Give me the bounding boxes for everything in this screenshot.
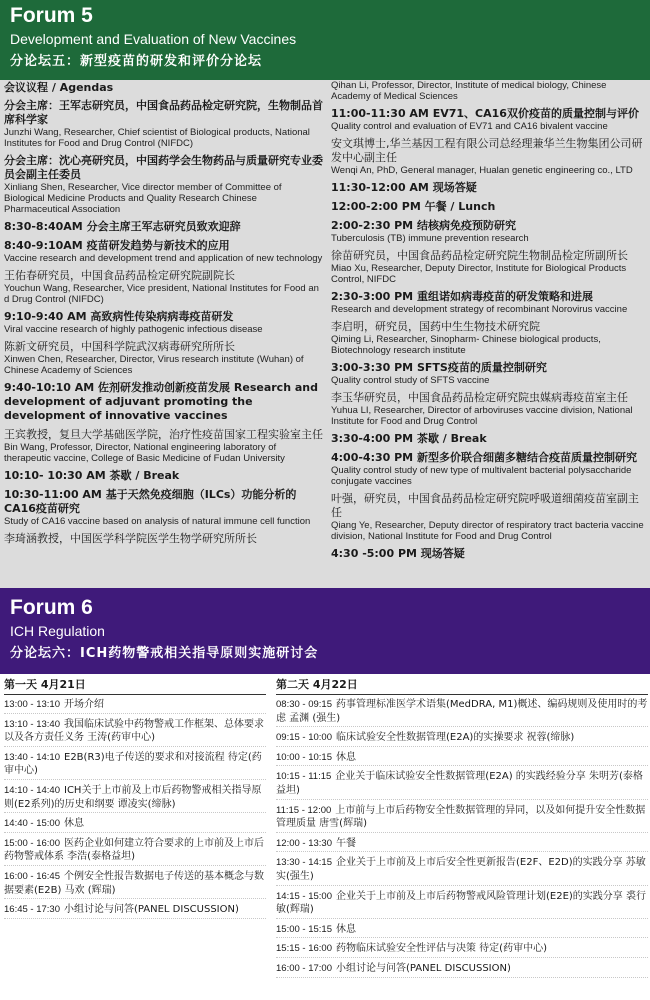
- schedule-time: 13:30 - 14:15: [276, 857, 332, 869]
- schedule-time: 15:00 - 16:00: [4, 837, 60, 849]
- schedule-text: 个例安全性报告数据电子传送的基本概念与数据要素(E2B) 马欢 (辉瑞): [4, 870, 264, 896]
- schedule-text: 休息: [336, 923, 356, 935]
- agenda-item-cn: 10:10- 10:30 AM 茶歇 / Break: [4, 469, 180, 482]
- agenda-item: [331, 181, 647, 195]
- agenda-item: [331, 432, 647, 446]
- schedule-text: 我国临床试验中药物警戒工作框架、总体要求以及各方责任义务 王涛(药审中心): [4, 718, 264, 744]
- agenda-item-cn: 11:30-12:00 AM 现场答疑: [331, 181, 477, 194]
- schedule-row: [4, 837, 266, 866]
- schedule-text: 药事管理标准医学术语集(MedDRA, M1)概述、编码规则及使用时的考虑 孟渊 (强生): [276, 699, 648, 724]
- schedule-text: ICH关于上市前及上市后药物警戒相关指导原则(E2系列)的历史和纲要 谭凌实(缔脉): [4, 784, 262, 810]
- agenda-item-en: Junzhi Wang, Researcher, Chief scientist of Biological products, National Institutes for Food and Drug Control (NIFDC): [4, 127, 310, 149]
- schedule-row: [4, 718, 266, 747]
- schedule-time: 08:30 - 09:15: [276, 699, 332, 710]
- schedule-row: [276, 942, 648, 958]
- agenda-item-en: Tuberculosis (TB) immune prevention research: [331, 233, 529, 244]
- schedule-text: E2B(R3)电子传送的要求和对接流程 待定(药审中心): [4, 751, 262, 777]
- schedule-time: 12:00 - 13:30: [276, 837, 332, 849]
- forum6-agenda: [0, 674, 650, 1000]
- forum5-left-list: [4, 99, 323, 546]
- agenda-item-en: Qiming Li, Researcher, Sinopharm- Chinese biological products, Biotechnology research institute: [331, 334, 601, 356]
- schedule-time: 15:15 - 16:00: [276, 943, 332, 955]
- agenda-item-cn: 8:30-8:40AM 分会主席王军志研究员致欢迎辞: [4, 220, 241, 233]
- schedule-row: [276, 770, 648, 799]
- agenda-header: 会议议程 / Agendas: [4, 81, 114, 94]
- schedule-text: 小组讨论与问答(PANEL DISCUSSION): [336, 962, 511, 974]
- forum6-section: [0, 588, 650, 1000]
- forum5-right-column: [331, 80, 647, 566]
- forum5-header: [0, 0, 650, 80]
- day2-column: [276, 678, 648, 982]
- agenda-item-cn: 叶强，研究员，中国食品药品检定研究院呼吸道细菌疫苗室副主任: [331, 492, 639, 519]
- schedule-time: 16:00 - 17:00: [276, 962, 332, 974]
- schedule-text: 休息: [64, 818, 84, 830]
- agenda-item: [4, 239, 323, 264]
- schedule-row: [276, 837, 648, 853]
- agenda-item: [4, 220, 323, 234]
- schedule-time: 13:00 - 13:10: [4, 699, 60, 710]
- forum6-title: Forum 6: [10, 596, 93, 619]
- agenda-item-cn: 2:00-2:30 PM 结核病免疫预防研究: [331, 219, 516, 232]
- schedule-text: 临床试验安全性数据管理(E2A)的实操要求 祝蓉(缔脉): [336, 732, 575, 744]
- schedule-time: 16:45 - 17:30: [4, 904, 60, 916]
- agenda-item-cn: 9:40-10:10 AM 佐剂研发推动创新疫苗发展 Research and development of adjuvant promoting the development of innovative vaccines: [4, 381, 318, 422]
- schedule-time: 09:15 - 10:00: [276, 732, 332, 744]
- agenda-item-cn: 3:30-4:00 PM 茶歇 / Break: [331, 432, 487, 445]
- forum6-subtitle: ICH Regulation: [10, 623, 105, 639]
- agenda-item-cn: 4:00-4:30 PM 新型多价联合细菌多糖结合疫苗质量控制研究: [331, 451, 637, 464]
- agenda-item: [331, 107, 647, 132]
- agenda-item-en: Quality control study of new type of multivalent bacterial polysaccharide conjugate vaccines: [331, 465, 632, 487]
- agenda-item-en: Quality control and evaluation of EV71 and CA16 bivalent vaccine: [331, 121, 608, 132]
- agenda-item-en: Xinwen Chen, Researcher, Director, Virus research institute (Wuhan) of Chinese Academy of Sciences: [4, 354, 304, 376]
- schedule-row: [276, 890, 648, 919]
- agenda-item: [4, 310, 323, 335]
- schedule-row: [4, 784, 266, 813]
- agenda-item-cn: 李玉华研究员，中国食品药品检定研究院虫媒病毒疫苗室主任: [331, 391, 628, 404]
- schedule-row: [4, 870, 266, 899]
- schedule-time: 13:10 - 13:40: [4, 718, 60, 730]
- agenda-item-cn: 王佑春研究员，中国食品药品检定研究院副院长: [4, 269, 235, 282]
- schedule-text: 药物临床试验安全性评估与决策 待定(药审中心): [336, 943, 547, 955]
- agenda-item: [4, 99, 323, 149]
- agenda-item: [331, 451, 647, 487]
- schedule-time: 14:10 - 14:40: [4, 784, 60, 796]
- forum5-left-column: [4, 80, 323, 551]
- schedule-row: [276, 698, 648, 727]
- agenda-item: [331, 137, 647, 176]
- agenda-item: [4, 469, 323, 483]
- forum5-subtitle: Development and Evaluation of New Vaccines: [10, 31, 297, 47]
- agenda-item: [4, 532, 323, 546]
- schedule-row: [4, 817, 266, 833]
- agenda-item-en: Study of CA16 vaccine based on analysis of natural immune cell function: [4, 516, 311, 527]
- agenda-item-cn: 4:30 -5:00 PM 现场答疑: [331, 547, 465, 560]
- day1-list: [4, 698, 266, 919]
- agenda-item: [331, 391, 647, 427]
- schedule-time: 14:40 - 15:00: [4, 818, 60, 830]
- agenda-item: [331, 290, 647, 315]
- agenda-item: [331, 361, 647, 386]
- agenda-item: [331, 547, 647, 561]
- schedule-row: [4, 903, 266, 919]
- schedule-time: 16:00 - 16:45: [4, 870, 60, 882]
- agenda-item-cn: 2:30-3:00 PM 重组诺如病毒疫苗的研发策略和进展: [331, 290, 593, 303]
- agenda-item: [331, 219, 647, 244]
- agenda-item-cn: 8:40-9:10AM 疫苗研发趋势与新技术的应用: [4, 239, 230, 252]
- schedule-time: 13:40 - 14:10: [4, 751, 60, 763]
- agenda-item-en: Yuhua LI, Researcher, Director of arboviruses vaccine division, National Institute for Food and Drug Control: [331, 405, 633, 427]
- agenda-item: [4, 428, 323, 464]
- day1-column: [4, 678, 266, 923]
- schedule-text: 企业关于上市前及上市后药物警戒风险管理计划(E2E)的实践分享 裘行敏(辉瑞): [276, 890, 646, 916]
- schedule-row: [4, 751, 266, 780]
- agenda-item: [4, 154, 323, 215]
- agenda-item: [4, 269, 323, 305]
- schedule-text: 小组讨论与问答(PANEL DISCUSSION): [64, 904, 239, 916]
- schedule-row: [276, 923, 648, 939]
- schedule-text: 企业关于临床试验安全性数据管理(E2A) 的实践经验分享 朱明芳(泰格益坦): [276, 771, 643, 796]
- schedule-text: 开场介绍: [64, 699, 104, 710]
- agenda-item-cn: 3:00-3:30 PM SFTS疫苗的质量控制研究: [331, 361, 547, 374]
- agenda-item-cn: 12:00-2:00 PM 午餐 / Lunch: [331, 200, 496, 213]
- schedule-row: [4, 698, 266, 714]
- forum6-header: [0, 588, 650, 674]
- forum5-right-list: [331, 80, 647, 561]
- agenda-item-en: Vaccine research and development trend and application of new technology: [4, 253, 323, 264]
- schedule-text: 上市前与上市后药物安全性数据管理的异同，以及如何提升安全性数据管理质量 唐雪(辉瑞): [276, 804, 646, 830]
- schedule-time: 14:15 - 15:00: [276, 890, 332, 902]
- schedule-row: [276, 804, 648, 833]
- forum6-title-cn: 分论坛六：ICH药物警戒相关指导原则实施研讨会: [10, 646, 319, 661]
- schedule-time: 15:00 - 15:15: [276, 923, 332, 935]
- schedule-row: [276, 731, 648, 747]
- agenda-item-en: Viral vaccine research of highly pathogenic infectious disease: [4, 324, 263, 335]
- day2-header: 第二天 4月22日: [276, 678, 648, 695]
- schedule-time: 10:00 - 10:15: [276, 751, 332, 763]
- agenda-item: [331, 80, 647, 102]
- agenda-item-en: Wenqi An, PhD, General manager, Hualan genetic engineering co., LTD: [331, 165, 633, 176]
- agenda-item: [331, 200, 647, 214]
- agenda-item-en: Research and development strategy of recombinant Norovirus vaccine: [331, 304, 628, 315]
- day2-list: [276, 698, 648, 978]
- agenda-item-en: Bin Wang, Professor, Director, National engineering laboratory of therapeutic vaccine, College of Basic Medicine of Fudan University: [4, 442, 285, 464]
- agenda-item: [331, 249, 647, 285]
- schedule-row: [276, 751, 648, 767]
- agenda-item-en: Youchun Wang, Researcher, Vice president, National Institutes for Food an d Drug Control (NIFDC): [4, 283, 319, 305]
- agenda-item-cn: 陈新文研究员，中国科学院武汉病毒研究所所长: [4, 340, 235, 353]
- forum5-title: Forum 5: [10, 4, 93, 27]
- forum5-agenda: [0, 80, 650, 588]
- agenda-item-cn: 李琦涵教授，中国医学科学院医学生物学研究所所长: [4, 532, 257, 545]
- agenda-item-cn: 分会主席：沈心亮研究员，中国药学会生物药品与质量研究专业委员会副主任委员: [4, 154, 323, 181]
- schedule-time: 11:15 - 12:00: [276, 804, 332, 816]
- agenda-item-cn: 10:30-11:00 AM 基于天然免疫细胞（ILCs）功能分析的CA16疫苗研究: [4, 488, 297, 515]
- agenda-item-en: Qiang Ye, Researcher, Deputy director of respiratory tract bacteria vaccine division, National Institute for Food and Drug Control: [331, 520, 644, 542]
- agenda-item: [4, 488, 323, 527]
- agenda-item-cn: 徐苗研究员，中国食品药品检定研究院生物制品检定所副所长: [331, 249, 628, 262]
- agenda-item-en: Quality control study of SFTS vaccine: [331, 375, 490, 386]
- agenda-item: [4, 381, 323, 423]
- agenda-item: [331, 492, 647, 542]
- schedule-time: 10:15 - 11:15: [276, 771, 332, 783]
- agenda-item-cn: 9:10-9:40 AM 高致病性传染病病毒疫苗研发: [4, 310, 234, 323]
- schedule-row: [276, 962, 648, 978]
- agenda-item-cn: 分会主席：王军志研究员，中国食品药品检定研究院，生物制品首席科学家: [4, 99, 323, 126]
- schedule-text: 午餐: [336, 837, 356, 849]
- schedule-text: 休息: [336, 751, 356, 763]
- agenda-item: [4, 340, 323, 376]
- agenda-item-cn: 李启明，研究员，国药中生生物技术研究院: [331, 320, 540, 333]
- agenda-item-en: Qihan Li, Professor, Director, Institute of medical biology, Chinese Academy of Medical Sciences: [331, 80, 607, 102]
- agenda-item-cn: 安文琪博士,华兰基因工程有限公司总经理兼华兰生物集团公司研发中心副主任: [331, 137, 643, 164]
- day1-header: 第一天 4月21日: [4, 678, 266, 695]
- schedule-text: 企业关于上市前及上市后安全性更新报告(E2F、E2D)的实践分享 苏敏实(强生): [276, 857, 646, 882]
- schedule-row: [276, 856, 648, 885]
- agenda-item-en: Xinliang Shen, Researcher, Vice director member of Committee of Biological Medicine Products and Quality Research Chinese Pharmaceutical Association: [4, 182, 282, 215]
- schedule-text: 医药企业如何建立符合要求的上市前及上市后药物警戒体系 李浩(泰格益坦): [4, 837, 264, 863]
- forum5-title-cn: 分论坛五：新型疫苗的研发和评价分论坛: [10, 54, 263, 69]
- agenda-item-cn: 王宾教授，复旦大学基础医学院，治疗性疫苗国家工程实验室主任: [4, 428, 323, 441]
- agenda-item: [331, 320, 647, 356]
- agenda-item-en: Miao Xu, Researcher, Deputy Director, Institute for Biological Products Control, NIFDC: [331, 263, 627, 285]
- agenda-item-cn: 11:00-11:30 AM EV71、CA16双价疫苗的质量控制与评价: [331, 107, 639, 120]
